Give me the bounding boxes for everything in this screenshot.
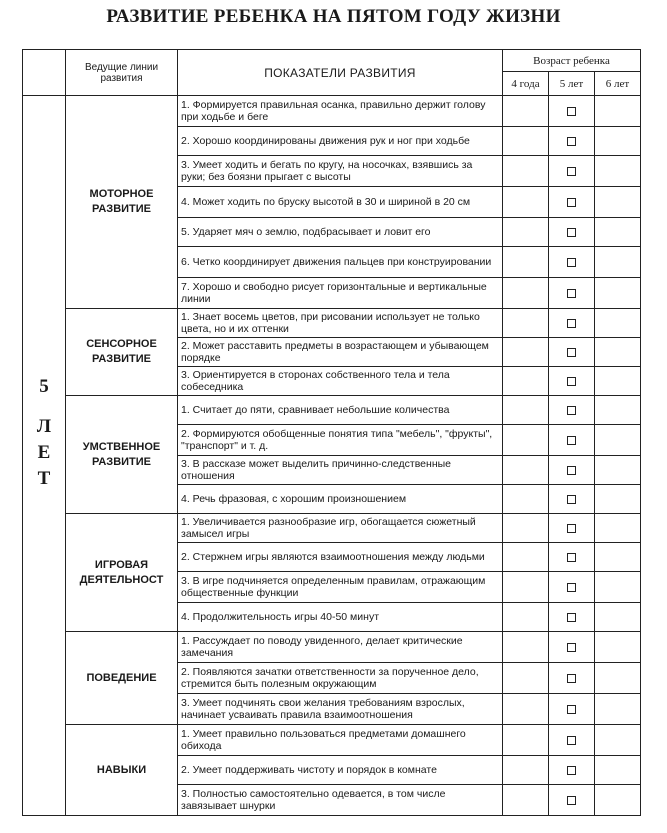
page-title: РАЗВИТИЕ РЕБЕНКА НА ПЯТОМ ГОДУ ЖИЗНИ <box>106 6 561 27</box>
age-check-cell <box>595 514 641 543</box>
indicator-row <box>23 725 641 756</box>
age-check-cell <box>595 572 641 603</box>
age-check-cell <box>549 127 595 156</box>
age-check-cell <box>595 338 641 367</box>
indicator-text: 1. Рассуждает по поводу увиденного, делает критические замечания <box>178 632 503 663</box>
age-check-cell <box>549 603 595 632</box>
header-row <box>23 50 641 72</box>
section-name: УМСТВЕННОЕ РАЗВИТИЕ <box>66 396 178 514</box>
age-check-cell <box>549 187 595 218</box>
age-check-cell <box>549 156 595 187</box>
age-check-cell <box>595 632 641 663</box>
age-letter: Е <box>37 442 51 463</box>
age-check-cell <box>595 456 641 485</box>
checkbox[interactable] <box>567 258 576 267</box>
age-check-cell <box>595 396 641 425</box>
age-check-cell <box>503 156 549 187</box>
indicator-text: 2. Умеет поддерживать чистоту и порядок в комнате <box>178 756 503 785</box>
indicator-text: 7. Хорошо и свободно рисует горизонтальные и вертикальные линии <box>178 278 503 309</box>
age-check-cell <box>503 785 549 816</box>
indicator-text: 6. Четко координирует движения пальцев при конструировании <box>178 247 503 278</box>
age-check-cell <box>595 218 641 247</box>
section-name: МОТОРНОЕ РАЗВИТИЕ <box>66 96 178 309</box>
age-check-cell <box>503 485 549 514</box>
indicator-row <box>23 96 641 127</box>
age-col-6: 6 лет <box>595 72 641 96</box>
indicator-row <box>23 309 641 338</box>
age-check-cell <box>595 543 641 572</box>
age-check-cell <box>503 543 549 572</box>
checkbox[interactable] <box>567 228 576 237</box>
checkbox[interactable] <box>567 107 576 116</box>
indicator-text: 5. Ударяет мяч о землю, подбрасывает и ловит его <box>178 218 503 247</box>
age-check-cell <box>549 309 595 338</box>
indicator-text: 4. Может ходить по бруску высотой в 30 и шириной в 20 см <box>178 187 503 218</box>
age-check-cell <box>595 96 641 127</box>
checkbox[interactable] <box>567 377 576 386</box>
indicator-text: 2. Появляются зачатки ответственности за порученное дело, стремится быть полезным окружающим <box>178 663 503 694</box>
indicator-text: 1. Формируется правильная осанка, правильно держит голову при ходьбе и беге <box>178 96 503 127</box>
checkbox[interactable] <box>567 524 576 533</box>
age-check-cell <box>595 127 641 156</box>
age-check-cell <box>595 694 641 725</box>
checkbox[interactable] <box>567 766 576 775</box>
age-check-cell <box>503 632 549 663</box>
age-check-cell <box>549 367 595 396</box>
age-col-4: 4 года <box>503 72 549 96</box>
indicator-text: 3. В рассказе может выделить причинно-следственные отношения <box>178 456 503 485</box>
age-check-cell <box>595 247 641 278</box>
development-table <box>22 49 641 816</box>
indicator-text: 1. Знает восемь цветов, при рисовании использует не только цвета, но и их оттенки <box>178 309 503 338</box>
age-check-cell <box>549 485 595 514</box>
age-check-cell <box>503 456 549 485</box>
age-check-cell <box>503 127 549 156</box>
age-check-cell <box>549 338 595 367</box>
checkbox[interactable] <box>567 495 576 504</box>
checkbox[interactable] <box>567 348 576 357</box>
age-check-cell <box>549 396 595 425</box>
age-check-cell <box>503 694 549 725</box>
checkbox[interactable] <box>567 583 576 592</box>
age-check-cell <box>549 663 595 694</box>
checkbox[interactable] <box>567 674 576 683</box>
age-check-cell <box>503 663 549 694</box>
age-check-cell <box>549 514 595 543</box>
checkbox[interactable] <box>567 198 576 207</box>
age-check-cell <box>549 247 595 278</box>
indicator-text: 4. Продолжительность игры 40-50 минут <box>178 603 503 632</box>
checkbox[interactable] <box>567 167 576 176</box>
age-check-cell <box>549 785 595 816</box>
age-check-cell <box>549 572 595 603</box>
age-check-cell <box>595 187 641 218</box>
indicator-text: 3. Умеет подчинять свои желания требованиям взрослых, начинает усваивать правила взаимоотношения <box>178 694 503 725</box>
age-check-cell <box>595 309 641 338</box>
age-check-cell <box>503 603 549 632</box>
section-name: ИГРОВАЯ ДЕЯТЕЛЬНОСТ <box>66 514 178 632</box>
section-name: НАВЫКИ <box>66 725 178 816</box>
age-check-cell <box>503 278 549 309</box>
age-check-cell <box>595 725 641 756</box>
age-check-cell <box>549 425 595 456</box>
checkbox[interactable] <box>567 613 576 622</box>
age-check-cell <box>549 756 595 785</box>
age-group-header-cell <box>23 50 66 96</box>
indicator-text: 4. Речь фразовая, с хорошим произношением <box>178 485 503 514</box>
age-letter: Т <box>37 468 51 489</box>
checkbox[interactable] <box>567 736 576 745</box>
indicator-text: 2. Может расставить предметы в возрастающем и убывающем порядке <box>178 338 503 367</box>
age-check-cell <box>595 663 641 694</box>
checkbox[interactable] <box>567 436 576 445</box>
age-check-cell <box>595 425 641 456</box>
checkbox[interactable] <box>567 137 576 146</box>
age-check-cell <box>549 278 595 309</box>
age-check-cell <box>549 632 595 663</box>
age-check-cell <box>503 338 549 367</box>
age-check-cell <box>503 96 549 127</box>
age-check-cell <box>595 785 641 816</box>
indicator-text: 3. В игре подчиняется определенным правилам, отражающим общественные функции <box>178 572 503 603</box>
age-check-cell <box>595 756 641 785</box>
age-check-cell <box>503 572 549 603</box>
checkbox[interactable] <box>567 466 576 475</box>
checkbox[interactable] <box>567 553 576 562</box>
age-check-cell <box>595 278 641 309</box>
age-check-cell <box>503 514 549 543</box>
indicators-header: ПОКАЗАТЕЛИ РАЗВИТИЯ <box>178 50 503 96</box>
age-check-cell <box>549 694 595 725</box>
age-check-cell <box>549 218 595 247</box>
checkbox[interactable] <box>567 705 576 714</box>
age-check-cell <box>503 187 549 218</box>
age-check-cell <box>503 367 549 396</box>
indicator-text: 2. Формируются обобщенные понятия типа "мебель", "фрукты", "транспорт" и т. д. <box>178 425 503 456</box>
checkbox[interactable] <box>567 289 576 298</box>
indicator-text: 1. Умеет правильно пользоваться предметами домашнего обихода <box>178 725 503 756</box>
age-check-cell <box>503 725 549 756</box>
age-check-cell <box>595 603 641 632</box>
indicator-text: 2. Хорошо координированы движения рук и ног при ходьбе <box>178 127 503 156</box>
indicator-row <box>23 514 641 543</box>
indicator-text: 3. Полностью самостоятельно одевается, в том числе завязывает шнурки <box>178 785 503 816</box>
age-group-cell <box>23 96 66 816</box>
indicator-row <box>23 396 641 425</box>
age-check-cell <box>503 756 549 785</box>
checkbox[interactable] <box>567 796 576 805</box>
age-header: Возраст ребенка <box>503 50 641 72</box>
indicator-text: 1. Увеличивается разнообразие игр, обогащается сюжетный замысел игры <box>178 514 503 543</box>
age-check-cell <box>503 218 549 247</box>
age-check-cell <box>549 96 595 127</box>
age-check-cell <box>503 247 549 278</box>
age-check-cell <box>503 425 549 456</box>
indicator-text: 3. Ориентируется в сторонах собственного тела и тела собеседника <box>178 367 503 396</box>
checkbox[interactable] <box>567 643 576 652</box>
indicator-text: 1. Считает до пяти, сравнивает небольшие количества <box>178 396 503 425</box>
age-check-cell <box>595 367 641 396</box>
indicator-row <box>23 632 641 663</box>
section-name: СЕНСОРНОЕ РАЗВИТИЕ <box>66 309 178 396</box>
checkbox[interactable] <box>567 406 576 415</box>
indicator-text: 2. Стержнем игры являются взаимоотношения между людьми <box>178 543 503 572</box>
age-check-cell <box>549 456 595 485</box>
age-check-cell <box>503 309 549 338</box>
age-check-cell <box>595 485 641 514</box>
age-number: 5 <box>39 376 49 397</box>
age-check-cell <box>503 396 549 425</box>
age-check-cell <box>595 156 641 187</box>
age-check-cell <box>549 543 595 572</box>
indicator-text: 3. Умеет ходить и бегать по кругу, на носочках, взявшись за руки; без боязни прыгает с высоты <box>178 156 503 187</box>
age-check-cell <box>549 725 595 756</box>
age-letter: Л <box>36 416 52 437</box>
lines-header: Ведущие линии развития <box>66 50 178 96</box>
age-col-5: 5 лет <box>549 72 595 96</box>
checkbox[interactable] <box>567 319 576 328</box>
section-name: ПОВЕДЕНИЕ <box>66 632 178 725</box>
